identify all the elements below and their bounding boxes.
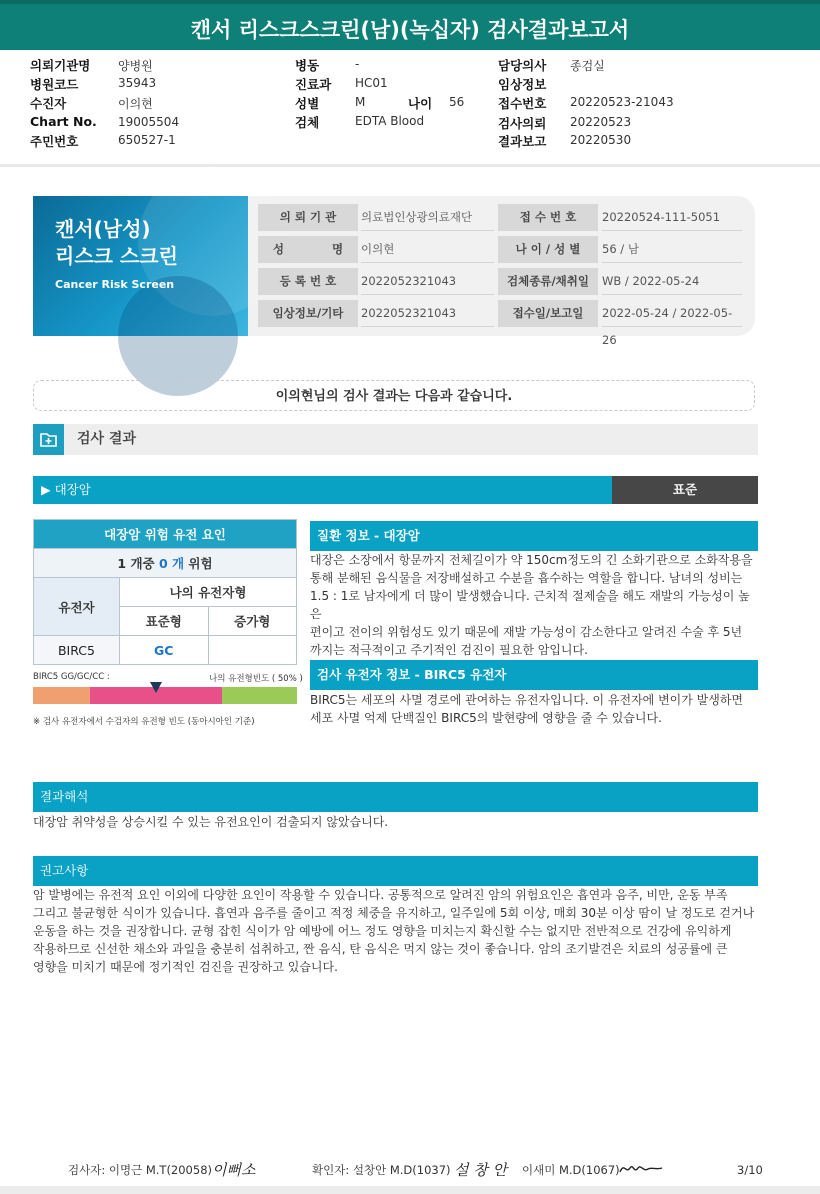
banner-label: 임상정보/기타	[258, 300, 358, 327]
confirmer-signature: 설 창 안	[454, 1161, 508, 1179]
banner-value: 20220524-111-5051	[602, 204, 742, 231]
section-title: 검사 결과	[77, 431, 136, 447]
frequency-segment	[33, 687, 90, 704]
page-number: 3/10	[737, 1163, 763, 1177]
header-value: EDTA Blood	[355, 114, 425, 128]
gene-name: BIRC5	[34, 636, 120, 665]
header-value: -	[355, 57, 360, 71]
risk-count: 0 개	[158, 556, 185, 571]
header-value: M	[355, 95, 366, 109]
header-label: 검사의뢰	[498, 116, 547, 131]
age-value: 56	[449, 95, 465, 109]
header-label: Chart No.	[30, 114, 97, 129]
text-line: 암 발병에는 유전적 요인 이외에 다양한 요인이 작용할 수 있습니다. 공통적으로 알려진 암의 위험요인은 흡연과 음주, 비만, 운동 부족	[33, 888, 728, 902]
my-genotype-header: 나의 유전자형	[120, 578, 297, 607]
header-value: 종검실	[570, 59, 605, 73]
banner-label: 접 수 번 호	[498, 204, 598, 231]
header-value: 20220530	[570, 133, 632, 147]
interpretation-text: 대장암 취약성을 상승시킬 수 있는 유전요인이 검출되지 않았습니다.	[33, 815, 389, 829]
text-line: 편이고 전이의 위험성도 있기 때문에 재발 가능성이 감소한다고 알려진 수술 후 5년	[310, 625, 743, 639]
gene-info-title: 검사 유전자 정보 - BIRC5 유전자	[310, 660, 758, 690]
header-divider	[0, 164, 820, 167]
banner-title-line: 리스크 스크린	[55, 244, 178, 268]
banner-value: 2022052321043	[361, 300, 494, 327]
section-header	[33, 424, 758, 455]
frequency-my-label: 나의 유전형빈도 ( 50% )	[209, 674, 303, 684]
banner-value: WB / 2022-05-24	[602, 268, 742, 295]
intro-message: 이의현님의 검사 결과는 다음과 같습니다.	[33, 380, 755, 411]
text-line: 영향을 미치기 때문에 정기적인 검진을 권장하고 있습니다.	[33, 960, 338, 974]
banner-label: 의 뢰 기 관	[258, 204, 358, 231]
footer-divider	[0, 1186, 820, 1194]
header-value: 35943	[118, 76, 157, 90]
banner-value: 이의현	[361, 236, 494, 263]
header-label: 임상정보	[498, 77, 547, 92]
header-value: 19005504	[118, 115, 180, 129]
header-value: 20220523	[570, 115, 632, 129]
header-label: 검체	[295, 115, 320, 130]
banner-title-line: 캔서(남성)	[55, 217, 151, 241]
header-value: 이의현	[118, 97, 153, 111]
gene-col-header: 유전자	[34, 578, 120, 636]
banner-label: 성 명	[258, 236, 358, 263]
banner-label: 등 록 번 호	[258, 268, 358, 295]
header-label: 주민번호	[30, 134, 79, 149]
text-line: 대장은 소장에서 항문까지 전체길이가 약 150cm정도의 긴 소화기관으로 소화작용을	[310, 553, 753, 567]
text-line: 까지는 적극적이고 주기적인 검진이 필요한 암입니다.	[310, 643, 588, 657]
confirmer: 확인자: 설창안 M.D(1037)	[312, 1163, 451, 1177]
gene-table-header: 대장암 위험 유전 요인	[34, 520, 297, 549]
recommendation-title: 권고사항	[33, 856, 758, 886]
doctor2: 이새미 M.D(1067)	[522, 1163, 620, 1177]
header-label: 결과보고	[498, 134, 547, 149]
text-line: 그리고 불균형한 식이가 있습니다. 흡연과 음주를 줄이고 적정 체중을 유지하고, 일주일에 5회 이상, 매회 30분 이상 땀이 날 정도로 걷거나	[33, 906, 755, 920]
header-label: 수진자	[30, 96, 67, 111]
disease-info-title: 질환 정보 - 대장암	[310, 521, 758, 551]
cancer-header	[33, 476, 758, 504]
gene-risk-table	[33, 519, 297, 665]
text-line: 작용하므로 신선한 채소와 과일을 충분히 섭취하고, 짠 음식, 탄 음식은 먹지 않는 것이 좋습니다. 암의 조기발견은 치료의 성공률에 큰	[33, 942, 728, 956]
header-value: 650527-1	[118, 133, 176, 147]
header-value: HC01	[355, 76, 388, 90]
frequency-gene-label: BIRC5 GG/GC/CC :	[33, 672, 110, 682]
banner-image	[33, 196, 248, 336]
summary-text: 위험	[184, 556, 213, 571]
header-info	[0, 52, 820, 166]
examiner-signature: 이뻐소	[212, 1161, 256, 1179]
header-label: 담당의사	[498, 58, 547, 73]
text-line: 통해 분해된 음식물을 저장배설하고 수분을 흡수하는 역할을 합니다. 남녀의 성비는	[310, 571, 743, 585]
standard-col-header: 표준형	[120, 607, 209, 636]
banner-title	[55, 216, 178, 270]
folder-plus-icon	[33, 424, 64, 455]
banner-label: 검체종류/채취일	[498, 268, 598, 295]
header-label: 병원코드	[30, 77, 79, 92]
banner-label: 나 이 / 성 별	[498, 236, 598, 263]
interpretation-title: 결과해석	[33, 782, 758, 812]
text-line: BIRC5는 세포의 사멸 경로에 관여하는 유전자입니다. 이 유전자에 변이가 발생하면	[310, 693, 744, 707]
frequency-marker-icon	[150, 682, 162, 693]
header-label: 병동	[295, 58, 320, 73]
text-line: 세포 사멸 억제 단백질인 BIRC5의 발현량에 영향을 줄 수 있습니다.	[310, 711, 662, 725]
header-label: 접수번호	[498, 96, 547, 111]
header-label: 성별	[295, 96, 320, 111]
header-value: 양병원	[118, 59, 153, 73]
summary-text: 1 개중	[117, 556, 159, 571]
header-label: 의뢰기관명	[30, 58, 91, 73]
banner-label: 접수일/보고일	[498, 300, 598, 327]
risk-summary	[34, 549, 297, 578]
increased-value	[208, 636, 297, 665]
banner-value: 56 / 남	[602, 236, 742, 263]
frequency-segment	[222, 687, 297, 704]
age-label: 나이	[408, 96, 433, 111]
product-banner	[33, 196, 755, 347]
report-title: 캔서 리스크스크린(남)(녹십자) 검사결과보고서	[0, 0, 820, 50]
examiner: 검사자: 이명근 M.T(20058)	[68, 1163, 212, 1177]
banner-subtitle: Cancer Risk Screen	[55, 278, 175, 291]
banner-value: 의료법인상광의료재단	[361, 204, 494, 231]
banner-value: 2022052321043	[361, 268, 494, 295]
signature-footer	[0, 1158, 820, 1182]
gene-info-text	[310, 691, 758, 727]
risk-status-badge: 표준	[612, 476, 758, 504]
frequency-note: ※ 검사 유전자에서 수검자의 유전형 빈도 (동아시아인 기준)	[33, 717, 255, 727]
banner-value: 2022-05-24 / 2022-05-26	[602, 300, 742, 327]
genotype-value: GC	[120, 636, 209, 665]
header-value: 20220523-21043	[570, 95, 674, 109]
text-line: 운동을 하는 것을 권장합니다. 균형 잡힌 식이가 암 예방에 어느 정도 영향을 미치는지 확신할 수는 없지만 전반적으로 건강에 유익하게	[33, 924, 732, 938]
cancer-name: ▶ 대장암	[41, 482, 91, 497]
header-label: 진료과	[295, 77, 332, 92]
text-line: 1.5 : 1로 남자에게 더 많이 발생했습니다. 근치적 절제술을 해도 재발의 가능성이 높은	[310, 589, 750, 621]
recommendation-text	[33, 886, 758, 976]
doctor2-signature	[618, 1160, 664, 1186]
frequency-bar	[33, 687, 297, 704]
increased-col-header: 증가형	[208, 607, 297, 636]
disease-info-text	[310, 551, 758, 659]
